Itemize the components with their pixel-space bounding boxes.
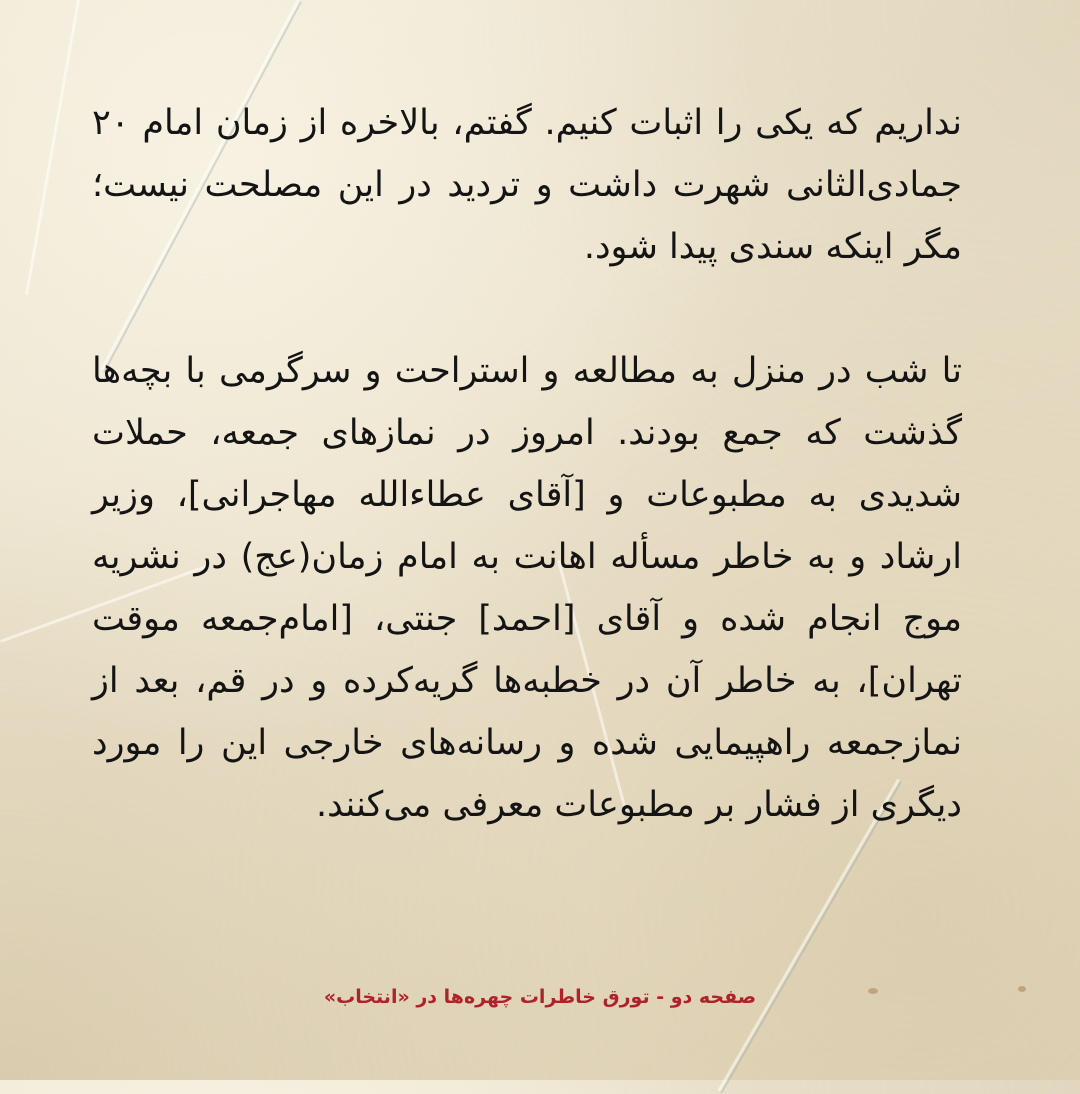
paper-crease [25, 0, 80, 295]
document-body [92, 92, 962, 836]
paragraph: نداریم که یکی را اثبات کنیم. گفتم، بالاخره از زمان امام ۲۰ جمادی‌الثانی شهرت داشت و تردید در این مصلحت نیست؛ مگر اینکه سندی پیدا شود. [92, 103, 962, 267]
page-caption: صفحه دو - تورق خاطرات چهره‌ها در «انتخاب» [323, 986, 757, 1008]
paragraph: تا شب در منزل به مطالعه و استراحت و سرگرمی با بچه‌ها گذشت که جمع بودند. امروز در نمازهای جمعه، حملات شدیدی به مطبوعات و [آقای عطاءالله مهاجرانی]، وزیر ارشاد و به خاطر مسأله اهانت به امام زمان(عج) در نشریه موج انجام شده و آقای [احمد] جنتی، [امام‌جمعه موقت تهران]، به خاطر آن در خطبه‌ها گریه‌کرده و در قم، بعد از نمازجمعه راهپیمایی شده و رسانه‌های خارجی این را مورد دیگری از فشار بر مطبوعات معرفی می‌کنند. [92, 351, 962, 825]
